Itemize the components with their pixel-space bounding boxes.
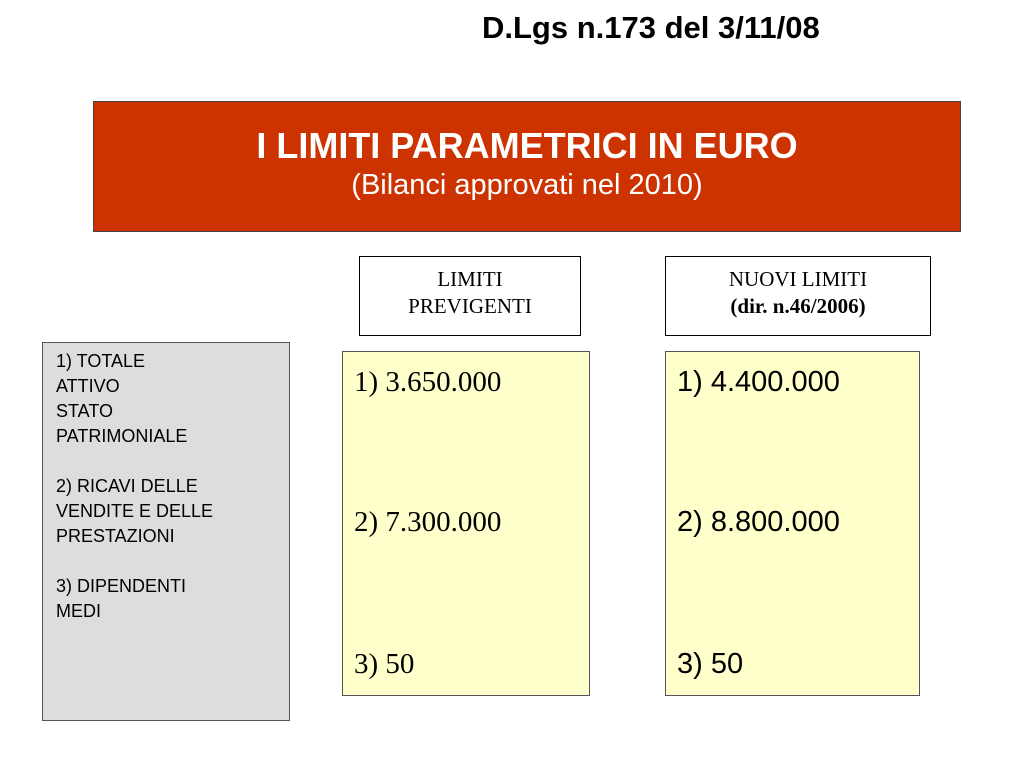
param1-line2: ATTIVO bbox=[56, 376, 120, 396]
spacer bbox=[56, 449, 289, 474]
header-new-limits bbox=[665, 256, 931, 336]
new-value-2: 2) 8.800.000 bbox=[677, 506, 840, 538]
header-previous-line1: LIMITI bbox=[437, 267, 503, 291]
header-new-line2: (dir. n.46/2006) bbox=[730, 294, 866, 318]
param2-line3: PRESTAZIONI bbox=[56, 526, 175, 546]
header-new-line1: NUOVI LIMITI bbox=[728, 267, 868, 291]
banner-subtitle: (Bilanci approvati nel 2010) bbox=[351, 169, 703, 201]
title-banner bbox=[93, 101, 961, 232]
banner-title: I LIMITI PARAMETRICI IN EURO bbox=[256, 125, 798, 166]
param1-line4: PATRIMONIALE bbox=[56, 426, 188, 446]
new-values-box bbox=[665, 351, 920, 696]
param2-line1: 2) RICAVI DELLE bbox=[56, 476, 198, 496]
parameter-labels-box bbox=[42, 342, 290, 721]
param3-line2: MEDI bbox=[56, 601, 101, 621]
previous-values-box bbox=[342, 351, 590, 696]
param1-line1: 1) TOTALE bbox=[56, 351, 146, 371]
new-value-1: 1) 4.400.000 bbox=[677, 366, 840, 398]
decree-reference: D.Lgs n.173 del 3/11/08 bbox=[482, 10, 820, 45]
new-value-3: 3) 50 bbox=[677, 648, 744, 680]
spacer bbox=[56, 549, 289, 574]
header-previous-limits bbox=[359, 256, 581, 336]
header-previous-line2: PREVIGENTI bbox=[408, 294, 532, 318]
previous-value-3: 3) 50 bbox=[354, 648, 415, 680]
param1-line3: STATO bbox=[56, 401, 114, 421]
previous-value-2: 2) 7.300.000 bbox=[354, 506, 502, 538]
param3-line1: 3) DIPENDENTI bbox=[56, 576, 187, 596]
param2-line2: VENDITE E DELLE bbox=[56, 501, 214, 521]
previous-value-1: 1) 3.650.000 bbox=[354, 366, 502, 398]
